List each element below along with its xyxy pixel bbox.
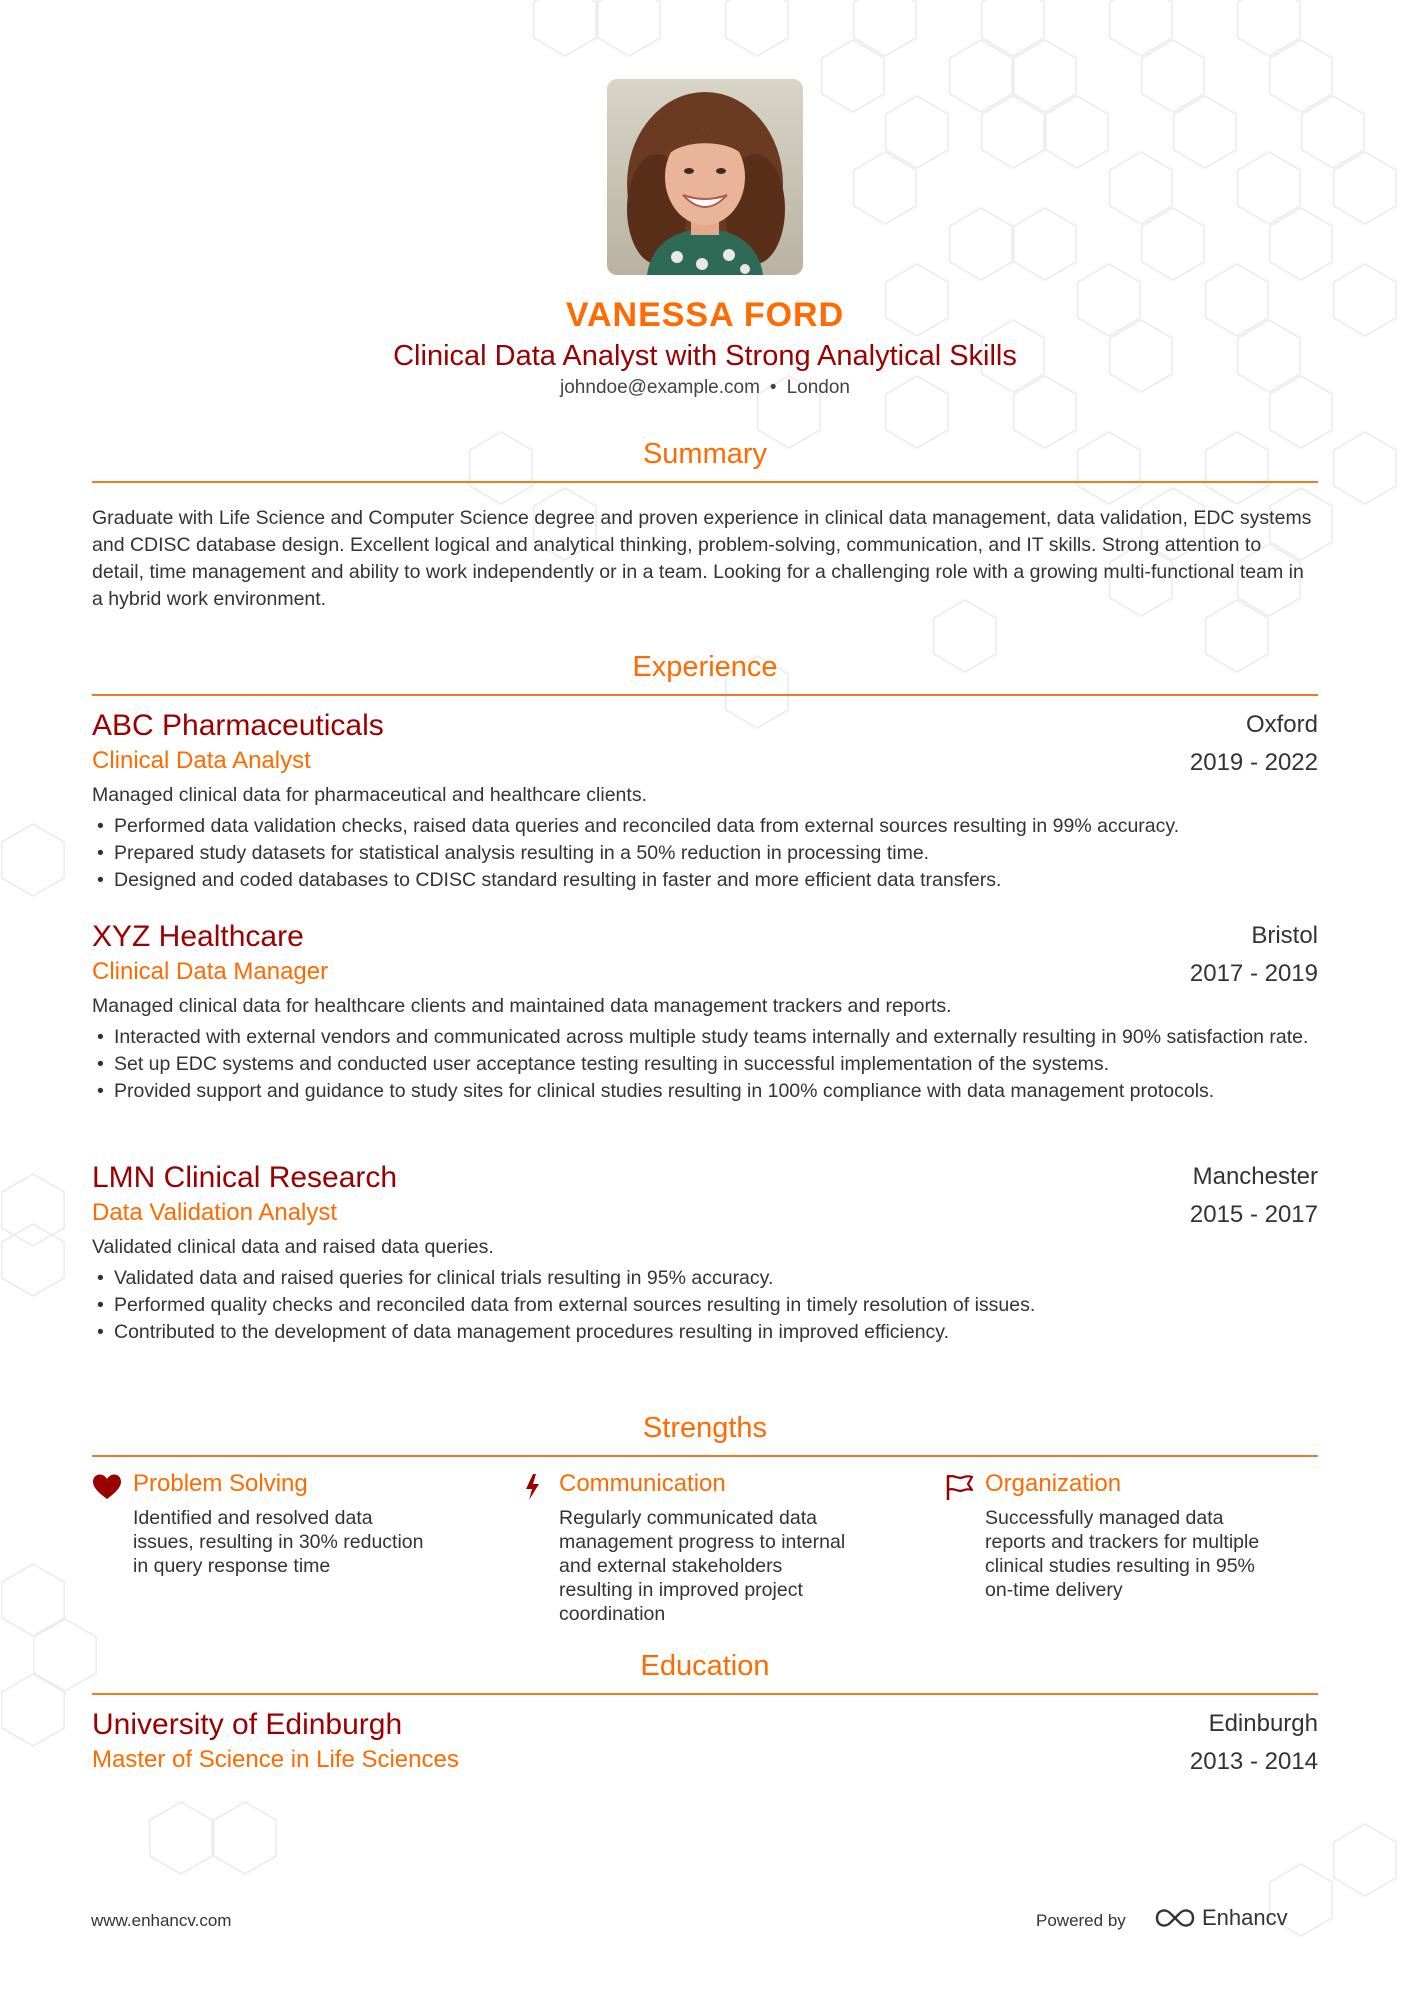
job-description: Managed clinical data for healthcare clients and maintained data management trackers and reports. [92, 995, 952, 1017]
enhancv-logo[interactable] [1154, 1900, 1314, 1941]
education-dates: 2013 - 2014 [1189, 1748, 1318, 1775]
education-entry [92, 1708, 1318, 1788]
school-location: Edinburgh [1208, 1710, 1318, 1737]
list-item: • Prepared study datasets for statistical analysis resulting in a 50% reduction in processing time. [92, 840, 1318, 867]
section-divider [92, 694, 1318, 696]
company-name: XYZ Healthcare [92, 920, 304, 953]
experience-entry [92, 709, 1318, 899]
section-divider [92, 1455, 1318, 1457]
company-name: ABC Pharmaceuticals [92, 709, 384, 742]
job-title: Clinical Data Analyst [92, 747, 311, 774]
job-title: Clinical Data Manager [92, 958, 329, 985]
job-description: Managed clinical data for pharmaceutical and healthcare clients. [92, 784, 647, 806]
job-description: Validated clinical data and raised data queries. [92, 1236, 494, 1258]
email-link[interactable]: johndoe@example.com [560, 377, 760, 398]
job-dates: 2019 - 2022 [1189, 749, 1318, 776]
lightning-icon [518, 1473, 548, 1501]
job-title: Data Validation Analyst [92, 1199, 338, 1226]
section-title-strengths: Strengths [642, 1412, 768, 1444]
strength-title: Communication [559, 1470, 726, 1497]
strength-description: Successfully managed data reports and trackers for multiple clinical studies resulting in 95% on-time delivery [985, 1507, 1260, 1601]
strength-title: Problem Solving [133, 1470, 308, 1497]
footer-url[interactable]: www.enhancv.com [91, 1911, 232, 1930]
section-divider [92, 1693, 1318, 1695]
candidate-headline: Clinical Data Analyst with Strong Analytical Skills [393, 340, 1017, 372]
list-item: • Contributed to the development of data management procedures resulting in improved efficiency. [92, 1319, 1318, 1346]
list-item: • Performed quality checks and reconciled data from external sources resulting in timely resolution of issues. [92, 1292, 1318, 1319]
profile-photo [607, 79, 803, 275]
school-name: University of Edinburgh [92, 1708, 403, 1741]
experience-entry [92, 1161, 1318, 1361]
contact-line [0, 377, 1410, 399]
job-dates: 2017 - 2019 [1189, 960, 1318, 987]
list-item: • Performed data validation checks, raised data queries and reconciled data from external sources resulting in 99% accuracy. [92, 813, 1318, 840]
list-item: • Set up EDC systems and conducted user acceptance testing resulting in successful implementation of the systems. [92, 1051, 1318, 1078]
job-bullets [92, 813, 1318, 894]
job-bullets [92, 1265, 1318, 1346]
job-location: Manchester [1192, 1163, 1318, 1190]
job-location: Bristol [1251, 922, 1318, 949]
strength-description: Identified and resolved data issues, resulting in 30% reduction in query response time [133, 1507, 424, 1577]
list-item: • Interacted with external vendors and communicated across multiple study teams internally and externally resulting in 90% satisfaction rate. [92, 1024, 1318, 1051]
job-bullets [92, 1024, 1318, 1105]
strength-title: Organization [985, 1470, 1122, 1497]
company-name: LMN Clinical Research [92, 1161, 398, 1194]
separator-dot: • [769, 377, 777, 398]
strength-description: Regularly communicated data management progress to internal and external stakeholders resulting in improved project coordination [559, 1507, 846, 1625]
job-location: Oxford [1245, 711, 1318, 738]
infinity-icon [1157, 1911, 1193, 1926]
powered-by-label: Powered by [1036, 1911, 1126, 1930]
list-item: • Validated data and raised queries for clinical trials resulting in 95% accuracy. [92, 1265, 1318, 1292]
candidate-name: VANESSA FORD [565, 296, 845, 334]
brand-name: Enhancv [1202, 1905, 1288, 1930]
summary-text: Graduate with Life Science and Computer Science degree and proven experience in clinical data management, data validation, EDC systems and CDISC database design. Excellent logical and analytical thinking, problem-solving, communication, and IT skills. Strong attention to detail, time management and ability to work independently or in a team. Looking for a challenging role with a growing multi-functional team in a hybrid work environment. [92, 507, 1312, 610]
list-item: • Designed and coded databases to CDISC standard resulting in faster and more efficient data transfers. [92, 867, 1318, 894]
experience-entry [92, 920, 1318, 1140]
section-title-education: Education [640, 1650, 770, 1682]
job-dates: 2015 - 2017 [1189, 1201, 1318, 1228]
list-item: • Provided support and guidance to study sites for clinical studies resulting in 100% compliance with data management protocols. [92, 1078, 1318, 1105]
location-text: London [786, 377, 850, 398]
section-title-experience: Experience [632, 651, 778, 683]
flag-icon [944, 1473, 974, 1501]
section-title-summary: Summary [642, 438, 768, 470]
heart-icon [92, 1473, 122, 1501]
degree-title: Master of Science in Life Sciences [92, 1746, 459, 1773]
section-divider [92, 481, 1318, 483]
